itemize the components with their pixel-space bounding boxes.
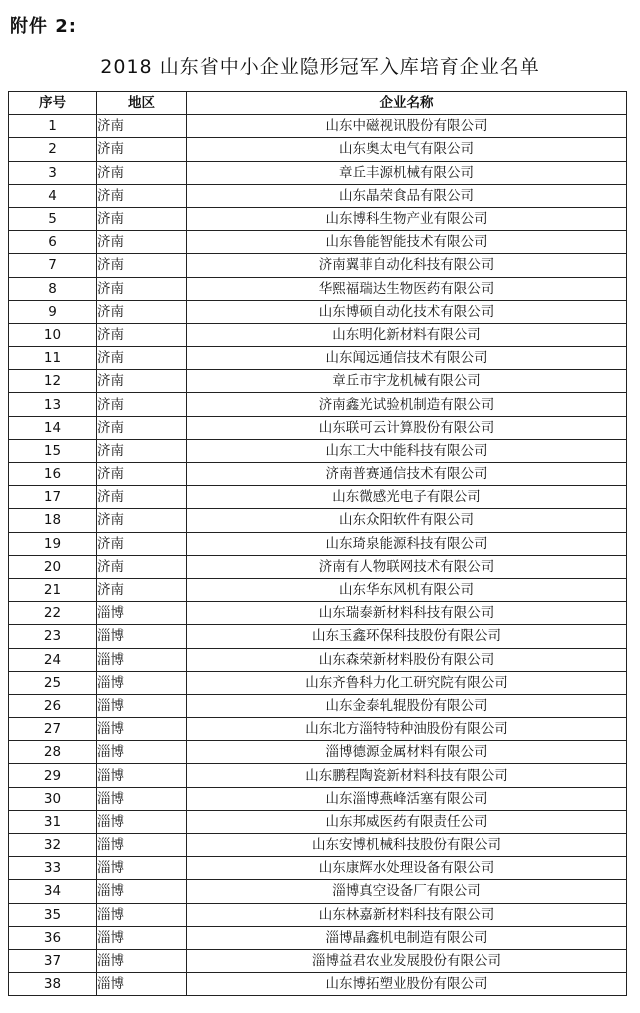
cell-serial-number: 33	[9, 857, 97, 880]
cell-enterprise-name: 山东中磁视讯股份有限公司	[187, 115, 627, 138]
table-row	[9, 231, 627, 254]
cell-region: 济南	[97, 184, 187, 207]
cell-enterprise-name: 济南鑫光试验机制造有限公司	[187, 393, 627, 416]
cell-serial-number: 35	[9, 903, 97, 926]
cell-enterprise-name: 山东森荣新材料股份有限公司	[187, 648, 627, 671]
cell-serial-number: 23	[9, 625, 97, 648]
cell-enterprise-name: 山东奥太电气有限公司	[187, 138, 627, 161]
cell-region: 济南	[97, 463, 187, 486]
cell-serial-number: 6	[9, 231, 97, 254]
cell-enterprise-name: 山东微感光电子有限公司	[187, 486, 627, 509]
cell-serial-number: 9	[9, 300, 97, 323]
cell-serial-number: 8	[9, 277, 97, 300]
cell-serial-number: 2	[9, 138, 97, 161]
cell-enterprise-name: 山东北方淄特特种油股份有限公司	[187, 718, 627, 741]
attachment-label: 附件 2:	[10, 16, 77, 37]
cell-region: 淄博	[97, 718, 187, 741]
cell-serial-number: 14	[9, 416, 97, 439]
table-row	[9, 671, 627, 694]
cell-serial-number: 3	[9, 161, 97, 184]
cell-serial-number: 13	[9, 393, 97, 416]
table-row	[9, 439, 627, 462]
cell-region: 济南	[97, 393, 187, 416]
cell-region: 济南	[97, 532, 187, 555]
table-row	[9, 254, 627, 277]
cell-region: 济南	[97, 115, 187, 138]
table-row	[9, 903, 627, 926]
cell-serial-number: 28	[9, 741, 97, 764]
table-row	[9, 323, 627, 346]
cell-enterprise-name: 山东淄博燕峰活塞有限公司	[187, 787, 627, 810]
cell-enterprise-name: 山东鲁能智能技术有限公司	[187, 231, 627, 254]
cell-serial-number: 29	[9, 764, 97, 787]
table-body	[9, 115, 627, 996]
table-row	[9, 532, 627, 555]
cell-serial-number: 38	[9, 973, 97, 996]
cell-serial-number: 25	[9, 671, 97, 694]
header-serial-number: 序号	[9, 92, 97, 115]
cell-enterprise-name: 山东明化新材料有限公司	[187, 323, 627, 346]
cell-enterprise-name: 山东华东风机有限公司	[187, 578, 627, 601]
cell-serial-number: 30	[9, 787, 97, 810]
cell-region: 济南	[97, 138, 187, 161]
table-row	[9, 834, 627, 857]
enterprise-table	[8, 91, 627, 996]
cell-enterprise-name: 华熙福瑞达生物医药有限公司	[187, 277, 627, 300]
cell-region: 济南	[97, 509, 187, 532]
cell-region: 淄博	[97, 671, 187, 694]
cell-serial-number: 37	[9, 949, 97, 972]
table-row	[9, 602, 627, 625]
cell-serial-number: 26	[9, 694, 97, 717]
cell-serial-number: 5	[9, 207, 97, 230]
table-row	[9, 555, 627, 578]
cell-enterprise-name: 山东安博机械科技股份有限公司	[187, 834, 627, 857]
table-header-row	[9, 92, 627, 115]
cell-region: 济南	[97, 277, 187, 300]
cell-enterprise-name: 淄博益君农业发展股份有限公司	[187, 949, 627, 972]
cell-serial-number: 11	[9, 347, 97, 370]
cell-region: 淄博	[97, 857, 187, 880]
table-row	[9, 138, 627, 161]
table-row	[9, 509, 627, 532]
cell-serial-number: 34	[9, 880, 97, 903]
table-row	[9, 184, 627, 207]
cell-region: 济南	[97, 347, 187, 370]
table-row	[9, 463, 627, 486]
cell-enterprise-name: 淄博晶鑫机电制造有限公司	[187, 926, 627, 949]
cell-enterprise-name: 山东晶荣食品有限公司	[187, 184, 627, 207]
cell-enterprise-name: 山东闻远通信技术有限公司	[187, 347, 627, 370]
cell-enterprise-name: 山东博拓塑业股份有限公司	[187, 973, 627, 996]
cell-enterprise-name: 山东康辉水处理设备有限公司	[187, 857, 627, 880]
cell-serial-number: 20	[9, 555, 97, 578]
table-row	[9, 207, 627, 230]
cell-region: 淄博	[97, 625, 187, 648]
cell-serial-number: 4	[9, 184, 97, 207]
cell-serial-number: 16	[9, 463, 97, 486]
cell-region: 淄博	[97, 880, 187, 903]
cell-serial-number: 18	[9, 509, 97, 532]
cell-serial-number: 7	[9, 254, 97, 277]
cell-enterprise-name: 山东众阳软件有限公司	[187, 509, 627, 532]
cell-serial-number: 21	[9, 578, 97, 601]
table-row	[9, 578, 627, 601]
cell-region: 济南	[97, 300, 187, 323]
cell-serial-number: 22	[9, 602, 97, 625]
cell-enterprise-name: 山东联可云计算股份有限公司	[187, 416, 627, 439]
cell-enterprise-name: 淄博德源金属材料有限公司	[187, 741, 627, 764]
cell-enterprise-name: 山东林嘉新材料科技有限公司	[187, 903, 627, 926]
cell-region: 淄博	[97, 787, 187, 810]
cell-region: 淄博	[97, 926, 187, 949]
cell-serial-number: 32	[9, 834, 97, 857]
table-row	[9, 416, 627, 439]
table-row	[9, 161, 627, 184]
cell-enterprise-name: 章丘市宇龙机械有限公司	[187, 370, 627, 393]
cell-enterprise-name: 山东工大中能科技有限公司	[187, 439, 627, 462]
table-row	[9, 486, 627, 509]
cell-enterprise-name: 章丘丰源机械有限公司	[187, 161, 627, 184]
header-region: 地区	[97, 92, 187, 115]
document-title: 2018 山东省中小企业隐形冠军入库培育企业名单	[100, 56, 540, 78]
cell-enterprise-name: 山东邦威医药有限责任公司	[187, 810, 627, 833]
cell-region: 济南	[97, 578, 187, 601]
cell-serial-number: 36	[9, 926, 97, 949]
cell-enterprise-name: 淄博真空设备厂有限公司	[187, 880, 627, 903]
cell-serial-number: 19	[9, 532, 97, 555]
cell-enterprise-name: 济南翼菲自动化科技有限公司	[187, 254, 627, 277]
cell-region: 济南	[97, 416, 187, 439]
cell-region: 淄博	[97, 903, 187, 926]
cell-enterprise-name: 山东瑞泰新材料科技有限公司	[187, 602, 627, 625]
cell-enterprise-name: 山东鹏程陶瓷新材料科技有限公司	[187, 764, 627, 787]
table-row	[9, 926, 627, 949]
cell-region: 淄博	[97, 648, 187, 671]
table-row	[9, 370, 627, 393]
cell-region: 济南	[97, 161, 187, 184]
cell-serial-number: 24	[9, 648, 97, 671]
cell-region: 淄博	[97, 741, 187, 764]
cell-enterprise-name: 山东博硕自动化技术有限公司	[187, 300, 627, 323]
cell-region: 济南	[97, 486, 187, 509]
cell-enterprise-name: 山东博科生物产业有限公司	[187, 207, 627, 230]
cell-region: 淄博	[97, 949, 187, 972]
cell-region: 淄博	[97, 810, 187, 833]
cell-enterprise-name: 山东金泰轧辊股份有限公司	[187, 694, 627, 717]
table-row	[9, 718, 627, 741]
cell-region: 济南	[97, 323, 187, 346]
table-row	[9, 115, 627, 138]
cell-region: 济南	[97, 207, 187, 230]
cell-serial-number: 15	[9, 439, 97, 462]
table-row	[9, 300, 627, 323]
cell-enterprise-name: 济南有人物联网技术有限公司	[187, 555, 627, 578]
cell-enterprise-name: 山东齐鲁科力化工研究院有限公司	[187, 671, 627, 694]
table-row	[9, 880, 627, 903]
table-row	[9, 741, 627, 764]
cell-serial-number: 12	[9, 370, 97, 393]
table-row	[9, 787, 627, 810]
table-row	[9, 393, 627, 416]
table-row	[9, 694, 627, 717]
cell-region: 济南	[97, 370, 187, 393]
cell-enterprise-name: 济南普赛通信技术有限公司	[187, 463, 627, 486]
cell-region: 淄博	[97, 764, 187, 787]
cell-enterprise-name: 山东玉鑫环保科技股份有限公司	[187, 625, 627, 648]
cell-region: 济南	[97, 231, 187, 254]
cell-serial-number: 10	[9, 323, 97, 346]
table-row	[9, 764, 627, 787]
cell-region: 济南	[97, 439, 187, 462]
cell-region: 淄博	[97, 694, 187, 717]
table-row	[9, 648, 627, 671]
table-row	[9, 810, 627, 833]
cell-serial-number: 1	[9, 115, 97, 138]
table-row	[9, 857, 627, 880]
table-row	[9, 973, 627, 996]
table-row	[9, 949, 627, 972]
cell-region: 济南	[97, 254, 187, 277]
cell-region: 淄博	[97, 602, 187, 625]
cell-enterprise-name: 山东琦泉能源科技有限公司	[187, 532, 627, 555]
header-enterprise-name: 企业名称	[187, 92, 627, 115]
cell-serial-number: 27	[9, 718, 97, 741]
cell-serial-number: 17	[9, 486, 97, 509]
table-row	[9, 347, 627, 370]
table-row	[9, 625, 627, 648]
table-row	[9, 277, 627, 300]
cell-region: 淄博	[97, 973, 187, 996]
cell-region: 济南	[97, 555, 187, 578]
cell-region: 淄博	[97, 834, 187, 857]
cell-serial-number: 31	[9, 810, 97, 833]
